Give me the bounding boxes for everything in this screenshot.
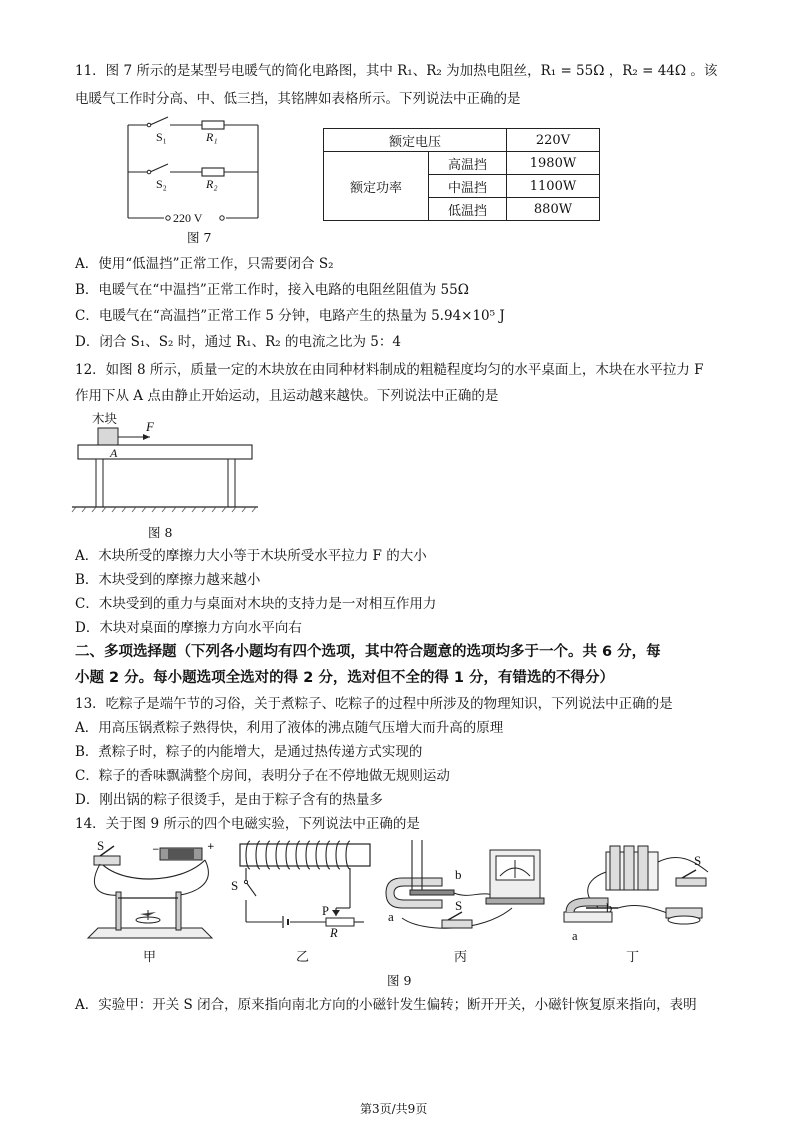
- q11-option-c: C．电暖气在“高温挡”正常工作 5 分钟，电路产生的热量为 5.94×10⁵ J: [75, 308, 505, 324]
- q11-stem-line1: 11．图 7 所示的是某型号电暖气的简化电路图，其中 R₁、R₂ 为加热电阻丝，R₁ = 55Ω ，R₂ = 44Ω 。该: [75, 63, 718, 79]
- q12-option-b: B．木块受到的摩擦力越来越小: [75, 572, 261, 588]
- q13-stem: 13．吃粽子是端午节的习俗，关于煮粽子、吃粽子的过程中所涉及的物理知识，下列说法中正确的是: [75, 696, 673, 712]
- figure-9-jia: [80, 840, 220, 945]
- q11-option-b: B．电暖气在“中温挡”正常工作时，接入电路的电阻丝阻值为 55Ω: [75, 282, 469, 298]
- q13-option-c: C．粽子的香味飘满整个房间，表明分子在不停地做无规则运动: [75, 768, 450, 784]
- q12-stem-line2: 作用下从 A 点由静止开始运动，且运动越来越快。下列说法中正确的是: [75, 388, 499, 404]
- source-label: 220 V: [173, 211, 203, 225]
- q11-option-d: D．闭合 S₁、S₂ 时，通过 R₁、R₂ 的电流之比为 5：4: [75, 334, 401, 350]
- fig9-yi-p-label: P: [322, 904, 329, 918]
- mode-cell: 高温挡: [429, 152, 507, 175]
- r1-label: R₁: [206, 130, 218, 144]
- figure-9-bing: [382, 838, 550, 943]
- q12-option-c: C．木块受到的重力与桌面对木块的支持力是一对相互作用力: [75, 596, 437, 612]
- q11-option-a: A．使用“低温挡”正常工作，只需要闭合 S₂: [75, 256, 334, 272]
- point-a-label: A: [110, 446, 118, 460]
- block-label: 木块: [92, 411, 118, 426]
- fig9-ding-s-label: S: [694, 853, 702, 868]
- fig9-ding-b-label: b: [606, 901, 613, 915]
- mode-cell: 中温挡: [429, 175, 507, 198]
- fig9-yi-s-label: S: [231, 878, 239, 893]
- q13-option-b: B．煮粽子时，粽子的内能增大，是通过热传递方式实现的: [75, 744, 423, 760]
- fig9-bing-s-label: S: [455, 898, 463, 913]
- s1-label: S₁: [156, 130, 167, 144]
- fig9-bing-b-label: b: [455, 867, 462, 882]
- figure-9-yi: [228, 838, 376, 938]
- section2-line1: 二、多项选择题（下列各小题均有四个选项，其中符合题意的选项均多于一个。共 6 分，每: [75, 644, 661, 660]
- q12-stem-line1: 12．如图 8 所示，质量一定的木块放在由同种材料制成的粗糙程度均匀的水平桌面上，木块在水平拉力 F: [75, 362, 704, 378]
- svg-text:−: −: [152, 845, 160, 855]
- s2-label: S₂: [156, 177, 167, 191]
- fig9-bing-a-label: a: [388, 909, 394, 924]
- rated-voltage-label: 额定电压: [324, 129, 507, 152]
- figure-7-caption: 图 7: [187, 230, 212, 245]
- q14-stem: 14．关于图 9 所示的四个电磁实验，下列说法中正确的是: [75, 816, 420, 832]
- q14-option-a: A．实验甲：开关 S 闭合，原来指向南北方向的小磁针发生偏转；断开开关，小磁针恢复原来指向，表明: [75, 997, 697, 1013]
- fig9-jia-s-label: S: [97, 838, 105, 853]
- page-number: 第3页/共9页: [360, 1102, 428, 1116]
- rated-voltage-value: 220V: [507, 129, 600, 152]
- r2-label: R₂: [206, 177, 218, 191]
- fig9-jia-label: 甲: [143, 950, 157, 965]
- figure-9-caption: 图 9: [387, 973, 412, 988]
- fig9-ding-label: 丁: [626, 950, 640, 965]
- fig9-yi-label: 乙: [296, 950, 310, 965]
- fig9-bing-label: 丙: [454, 950, 468, 965]
- power-cell: 880W: [507, 198, 600, 221]
- q13-option-a: A．用高压锅煮粽子熟得快，利用了液体的沸点随气压增大而升高的原理: [75, 720, 504, 736]
- power-cell: 1980W: [507, 152, 600, 175]
- figure-8-caption: 图 8: [148, 525, 173, 540]
- q12-option-a: A．木块所受的摩擦力大小等于木块所受水平拉力 F 的大小: [75, 548, 427, 564]
- mode-cell: 低温挡: [429, 198, 507, 221]
- q12-option-d: D．木块对桌面的摩擦力方向水平向右: [75, 620, 302, 636]
- power-cell: 1100W: [507, 175, 600, 198]
- rated-power-label: 额定功率: [324, 152, 429, 221]
- svg-text:+: +: [207, 842, 215, 852]
- spec-table: [323, 128, 600, 221]
- q13-option-d: D．刚出锅的粽子很烫手，是由于粽子含有的热量多: [75, 792, 383, 808]
- q11-stem-line2: 电暖气工作时分高、中、低三挡，其铭牌如表格所示。下列说法中正确的是: [75, 91, 521, 107]
- section2-line2: 小题 2 分。每小题选项全选对的得 2 分，选对但不全的得 1 分，有错选的不得分）: [75, 670, 615, 686]
- fig9-yi-r-label: R: [330, 926, 338, 940]
- fig9-ding-a-label: a: [572, 929, 578, 943]
- force-label: F: [146, 419, 154, 434]
